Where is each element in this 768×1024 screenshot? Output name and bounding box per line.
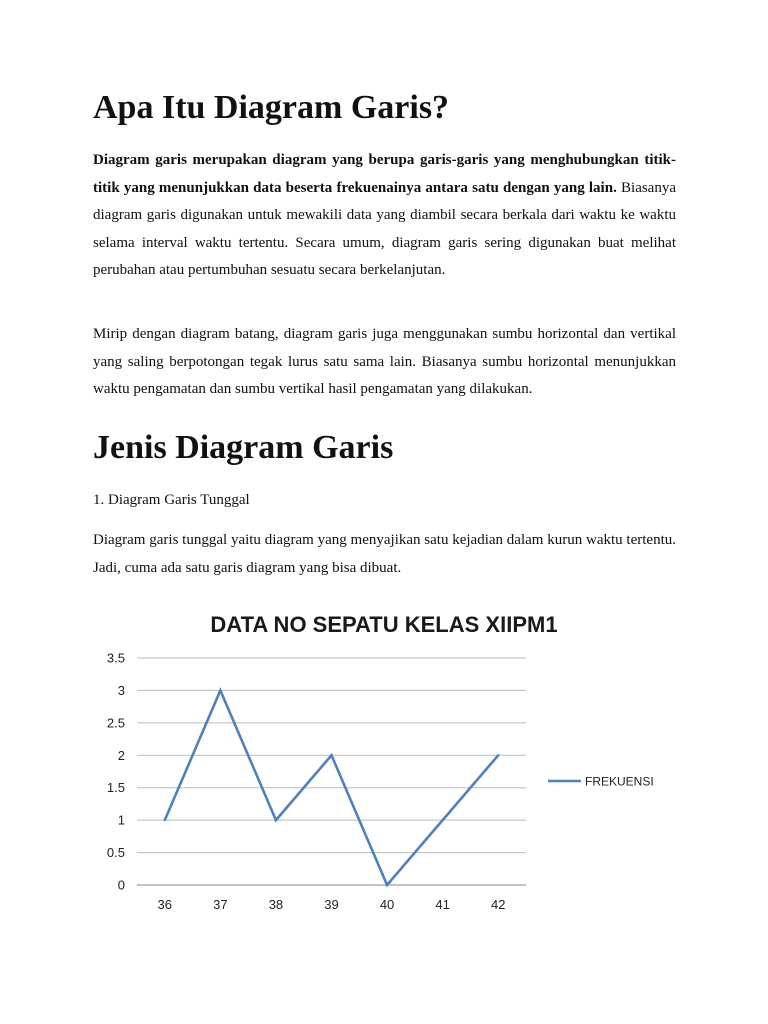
y-tick-label: 2 [117,747,125,763]
definition-rest-text: Biasanya diagram garis digunakan untuk mewakili data yang diambil secara berkala dari waktu ke waktu selama interval waktu tertentu. Secara umum, diagram garis sering digunakan buat melihat perubahan atau pertumbuhan sesuatu secara berkelanjutan. [93,179,677,278]
y-tick-label: 2.5 [106,715,125,731]
data-point [386,884,388,886]
line-chart [93,592,676,922]
line-chart-svg [93,592,676,922]
heading-jenis-diagram-garis: Jenis Diagram Garis [93,429,394,466]
x-tick-label: 41 [435,897,450,912]
chart-title: DATA NO SEPATU KELAS XIIPM1 [210,612,558,637]
y-tick-label: 3 [117,682,125,698]
paragraph-single-line-diagram: Diagram garis tunggal yaitu diagram yang menyajikan satu kejadian dalam kurun waktu tertentu. Jadi, cuma ada satu garis diagram yang bisa dibuat. [93,532,676,576]
data-point [441,819,443,821]
x-tick-label: 42 [490,897,506,912]
definition-bold-text: Diagram garis merupakan diagram yang berupa garis-garis yang menghubungkan titik-titik yang menunjukkan data beserta frekuenainya antara satu dengan yang lain. [93,152,676,196]
data-point [219,689,221,691]
legend-label: FREKUENSI [585,774,654,789]
list-item-diagram-garis-tunggal: 1. Diagram Garis Tunggal [93,492,250,508]
y-tick-label: 0.5 [106,845,125,861]
x-tick-label: 37 [213,897,228,912]
x-tick-label: 36 [157,897,173,912]
y-tick-label: 1 [117,812,125,828]
data-point [164,819,166,821]
data-point [497,754,499,756]
paragraph-axes: Mirip dengan diagram batang, diagram garis juga menggunakan sumbu horizontal dan vertikal yang saling berpotongan tegak lurus satu sama lain. Biasanya sumbu horizontal menunjukkan waktu pengamatan dan sumbu vertikal hasil pengamatan yang dilakukan. [93,326,676,397]
x-tick-label: 40 [379,897,395,912]
data-point [275,819,277,821]
paragraph-definition [93,147,676,285]
y-tick-label: 0 [117,877,125,893]
x-tick-label: 38 [268,897,284,912]
heading-apa-itu-diagram-garis: Apa Itu Diagram Garis? [93,89,450,126]
y-tick-label: 3.5 [106,650,125,666]
x-tick-label: 39 [324,897,339,912]
data-point [330,754,332,756]
y-tick-label: 1.5 [106,780,125,796]
